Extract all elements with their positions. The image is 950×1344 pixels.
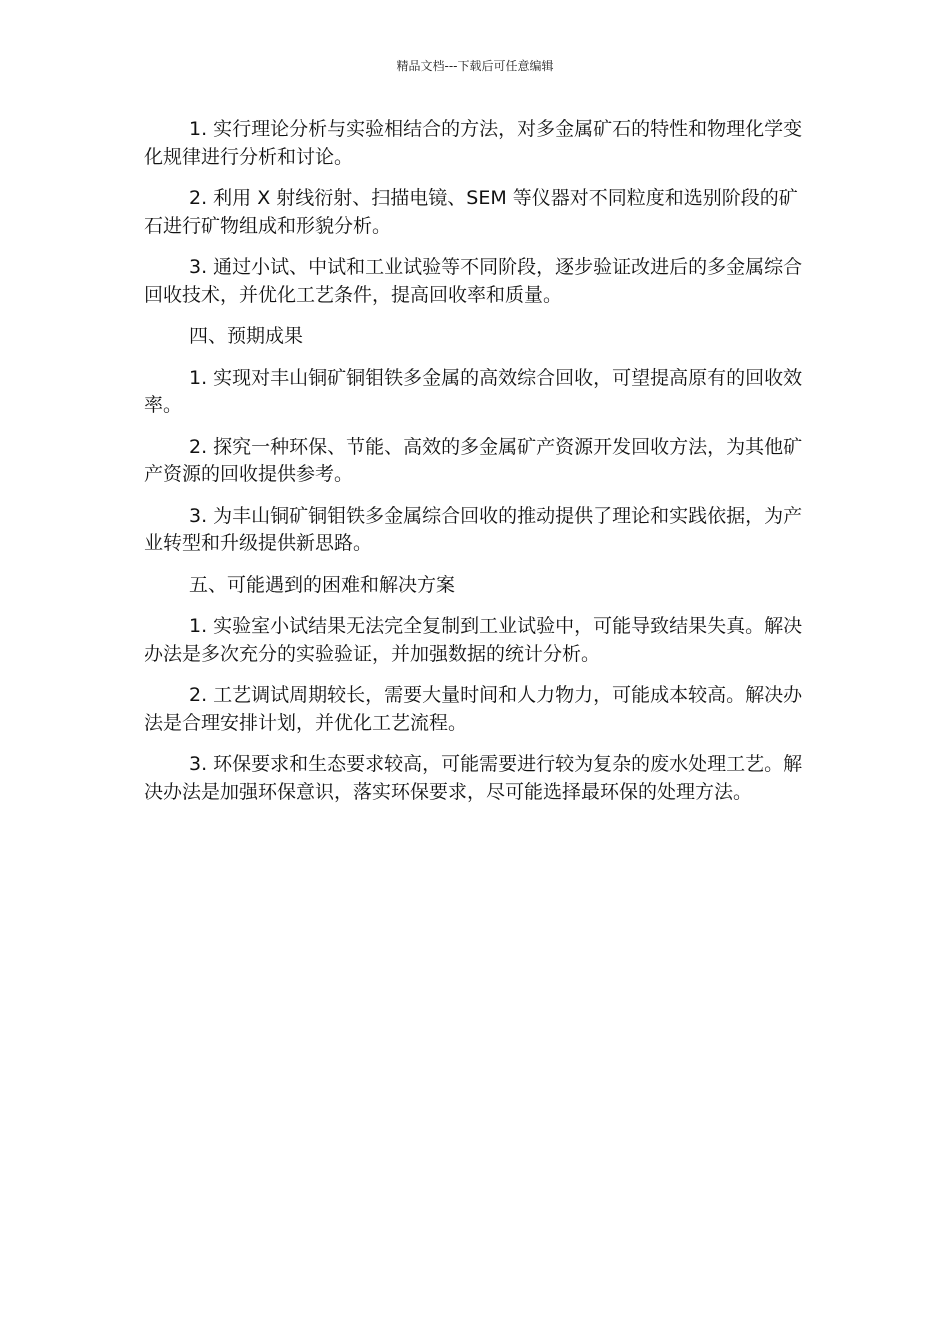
result-item-2: 2. 探究一种环保、节能、高效的多金属矿产资源开发回收方法，为其他矿产资源的回收提供参考。 (144, 435, 803, 485)
difficulty-item-2: 2. 工艺调试周期较长，需要大量时间和人力物力，可能成本较高。解决办法是合理安排计划，并优化工艺流程。 (144, 684, 803, 734)
difficulty-item-1: 1. 实验室小试结果无法完全复制到工业试验中，可能导致结果失真。解决办法是多次充分的实验验证，并加强数据的统计分析。 (144, 615, 803, 665)
document-body (144, 116, 809, 820)
result-item-3: 3. 为丰山铜矿铜钼铁多金属综合回收的推动提供了理论和实践依据，为产业转型和升级提供新思路。 (144, 504, 803, 554)
section-heading-difficulties: 五、可能遇到的困难和解决方案 (189, 573, 456, 596)
result-item-1: 1. 实现对丰山铜矿铜钼铁多金属的高效综合回收，可望提高原有的回收效率。 (144, 366, 803, 416)
page-header: 精品文档---下载后可任意编辑 (396, 59, 554, 73)
method-item-2: 2. 利用 X 射线衍射、扫描电镜、SEM 等仪器对不同粒度和选别阶段的矿石进行矿物组成和形貌分析。 (144, 187, 798, 237)
section-heading-expected-results: 四、预期成果 (189, 325, 304, 347)
difficulty-item-3: 3. 环保要求和生态要求较高，可能需要进行较为复杂的废水处理工艺。解决办法是加强环保意识，落实环保要求，尽可能选择最环保的处理方法。 (144, 753, 803, 803)
method-item-3: 3. 通过小试、中试和工业试验等不同阶段，逐步验证改进后的多金属综合回收技术，并优化工艺条件，提高回收率和质量。 (144, 256, 803, 306)
method-item-1: 1. 实行理论分析与实验相结合的方法，对多金属矿石的特性和物理化学变化规律进行分析和讨论。 (144, 118, 803, 168)
